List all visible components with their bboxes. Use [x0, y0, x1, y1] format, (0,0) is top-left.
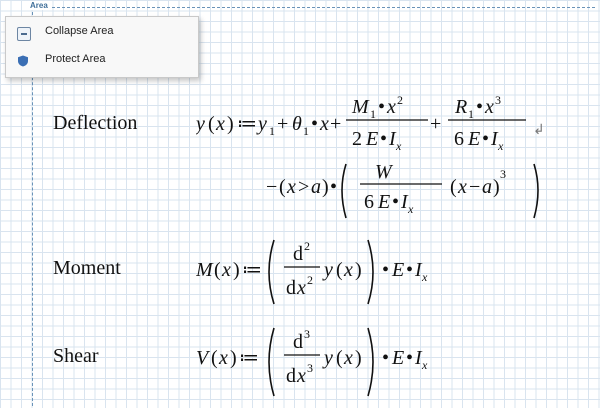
- svg-text:R: R: [455, 96, 468, 118]
- svg-text:•: •: [380, 128, 388, 150]
- svg-text:x: x: [396, 139, 402, 153]
- collapse-area-label: Collapse Area: [45, 25, 114, 37]
- svg-text:•: •: [382, 259, 390, 281]
- svg-text:): ): [233, 259, 240, 281]
- svg-text:(: (: [279, 176, 286, 198]
- svg-text:1: 1: [303, 124, 309, 138]
- svg-text:≔: ≔: [242, 259, 262, 281]
- svg-text:E: E: [366, 128, 379, 150]
- deflection-formula-render: [196, 90, 586, 156]
- svg-text:x: x: [458, 176, 467, 198]
- svg-text:x: x: [287, 176, 296, 198]
- shear-formula-render: [196, 322, 476, 402]
- shield-icon: [17, 55, 29, 67]
- deflection-cont-render: [266, 150, 566, 230]
- svg-text:3: 3: [495, 93, 501, 107]
- svg-text:a: a: [311, 176, 321, 198]
- svg-text:M: M: [352, 96, 369, 118]
- svg-text:): ): [322, 176, 329, 198]
- svg-text:(: (: [208, 113, 215, 135]
- svg-text:+: +: [277, 113, 289, 135]
- svg-text:x: x: [485, 96, 494, 118]
- svg-text:+: +: [330, 113, 342, 135]
- svg-text:•: •: [311, 113, 319, 135]
- svg-text:x: x: [422, 358, 428, 372]
- svg-text:6: 6: [364, 191, 374, 213]
- svg-text:•: •: [406, 259, 414, 281]
- moment-label: Moment: [53, 257, 121, 279]
- svg-text:x: x: [297, 277, 306, 299]
- svg-text:): ): [355, 347, 362, 369]
- svg-text:θ: θ: [292, 113, 302, 135]
- svg-text:y: y: [324, 259, 333, 281]
- svg-text:1: 1: [468, 107, 474, 121]
- svg-text:+: +: [430, 113, 442, 135]
- svg-text:•: •: [378, 96, 386, 118]
- svg-text:x: x: [387, 96, 396, 118]
- svg-text:2: 2: [397, 93, 403, 107]
- svg-text:E: E: [378, 191, 391, 213]
- svg-text:V: V: [196, 347, 209, 369]
- deflection-label: Deflection: [53, 112, 138, 134]
- svg-text:y: y: [324, 347, 333, 369]
- svg-text:•: •: [482, 128, 490, 150]
- svg-text:E: E: [392, 259, 405, 281]
- svg-text:1: 1: [370, 107, 376, 121]
- svg-text:•: •: [330, 176, 338, 198]
- shear-label: Shear: [53, 345, 99, 367]
- svg-text:I: I: [389, 128, 396, 150]
- svg-text:W: W: [375, 161, 392, 183]
- deflection-continuation[interactable]: [266, 150, 566, 235]
- svg-text:d: d: [293, 243, 303, 265]
- svg-text:x: x: [320, 113, 329, 135]
- svg-text:E: E: [392, 347, 405, 369]
- svg-text:(: (: [450, 176, 457, 198]
- svg-text:−: −: [469, 176, 481, 198]
- svg-text:•: •: [406, 347, 414, 369]
- svg-text:1: 1: [269, 124, 275, 138]
- svg-text:≔: ≔: [237, 113, 257, 135]
- svg-text:): ): [355, 259, 362, 281]
- svg-text:≔: ≔: [239, 347, 259, 369]
- svg-text:x: x: [408, 202, 414, 216]
- svg-text:x: x: [344, 259, 353, 281]
- svg-text:y: y: [258, 113, 267, 135]
- svg-text:x: x: [498, 139, 504, 153]
- svg-text:•: •: [476, 96, 484, 118]
- svg-text:I: I: [401, 191, 408, 213]
- svg-text:): ): [493, 176, 500, 198]
- svg-text:x: x: [222, 259, 231, 281]
- svg-text:): ): [230, 347, 237, 369]
- svg-text:(: (: [336, 259, 343, 281]
- svg-text:): ): [227, 113, 234, 135]
- svg-text:3: 3: [307, 361, 313, 375]
- svg-text:(: (: [336, 347, 343, 369]
- svg-text:x: x: [422, 270, 428, 284]
- svg-text:M: M: [196, 259, 213, 281]
- area-tab[interactable]: Area: [30, 1, 48, 10]
- svg-text:x: x: [297, 365, 306, 387]
- svg-text:E: E: [468, 128, 481, 150]
- collapse-icon: [17, 27, 31, 41]
- collapse-area-item[interactable]: [6, 21, 198, 45]
- svg-text:2: 2: [352, 128, 362, 150]
- svg-text:d: d: [293, 331, 303, 353]
- svg-text:2: 2: [307, 273, 313, 287]
- deflection-equation[interactable]: [196, 90, 586, 154]
- context-menu: [5, 16, 199, 78]
- svg-text:•: •: [392, 191, 400, 213]
- svg-text:y: y: [196, 113, 205, 135]
- svg-text:d: d: [286, 277, 296, 299]
- svg-text:I: I: [491, 128, 498, 150]
- moment-equation[interactable]: [196, 232, 476, 313]
- svg-text:x: x: [219, 347, 228, 369]
- svg-text:3: 3: [500, 167, 506, 181]
- svg-text:x: x: [344, 347, 353, 369]
- svg-text:>: >: [298, 176, 310, 198]
- svg-text:↲: ↲: [533, 123, 545, 138]
- moment-formula-render: [196, 232, 476, 308]
- svg-text:3: 3: [304, 327, 310, 341]
- svg-text:6: 6: [454, 128, 464, 150]
- svg-text:I: I: [415, 347, 422, 369]
- protect-area-item[interactable]: [6, 49, 198, 73]
- svg-text:d: d: [286, 365, 296, 387]
- svg-text:I: I: [415, 259, 422, 281]
- svg-text:a: a: [482, 176, 492, 198]
- svg-text:−: −: [266, 176, 278, 198]
- svg-text:2: 2: [304, 239, 310, 253]
- svg-text:•: •: [382, 347, 390, 369]
- protect-area-label: Protect Area: [45, 53, 106, 65]
- svg-text:x: x: [216, 113, 225, 135]
- svg-text:(: (: [214, 259, 221, 281]
- shear-equation[interactable]: [196, 322, 476, 407]
- svg-text:(: (: [211, 347, 218, 369]
